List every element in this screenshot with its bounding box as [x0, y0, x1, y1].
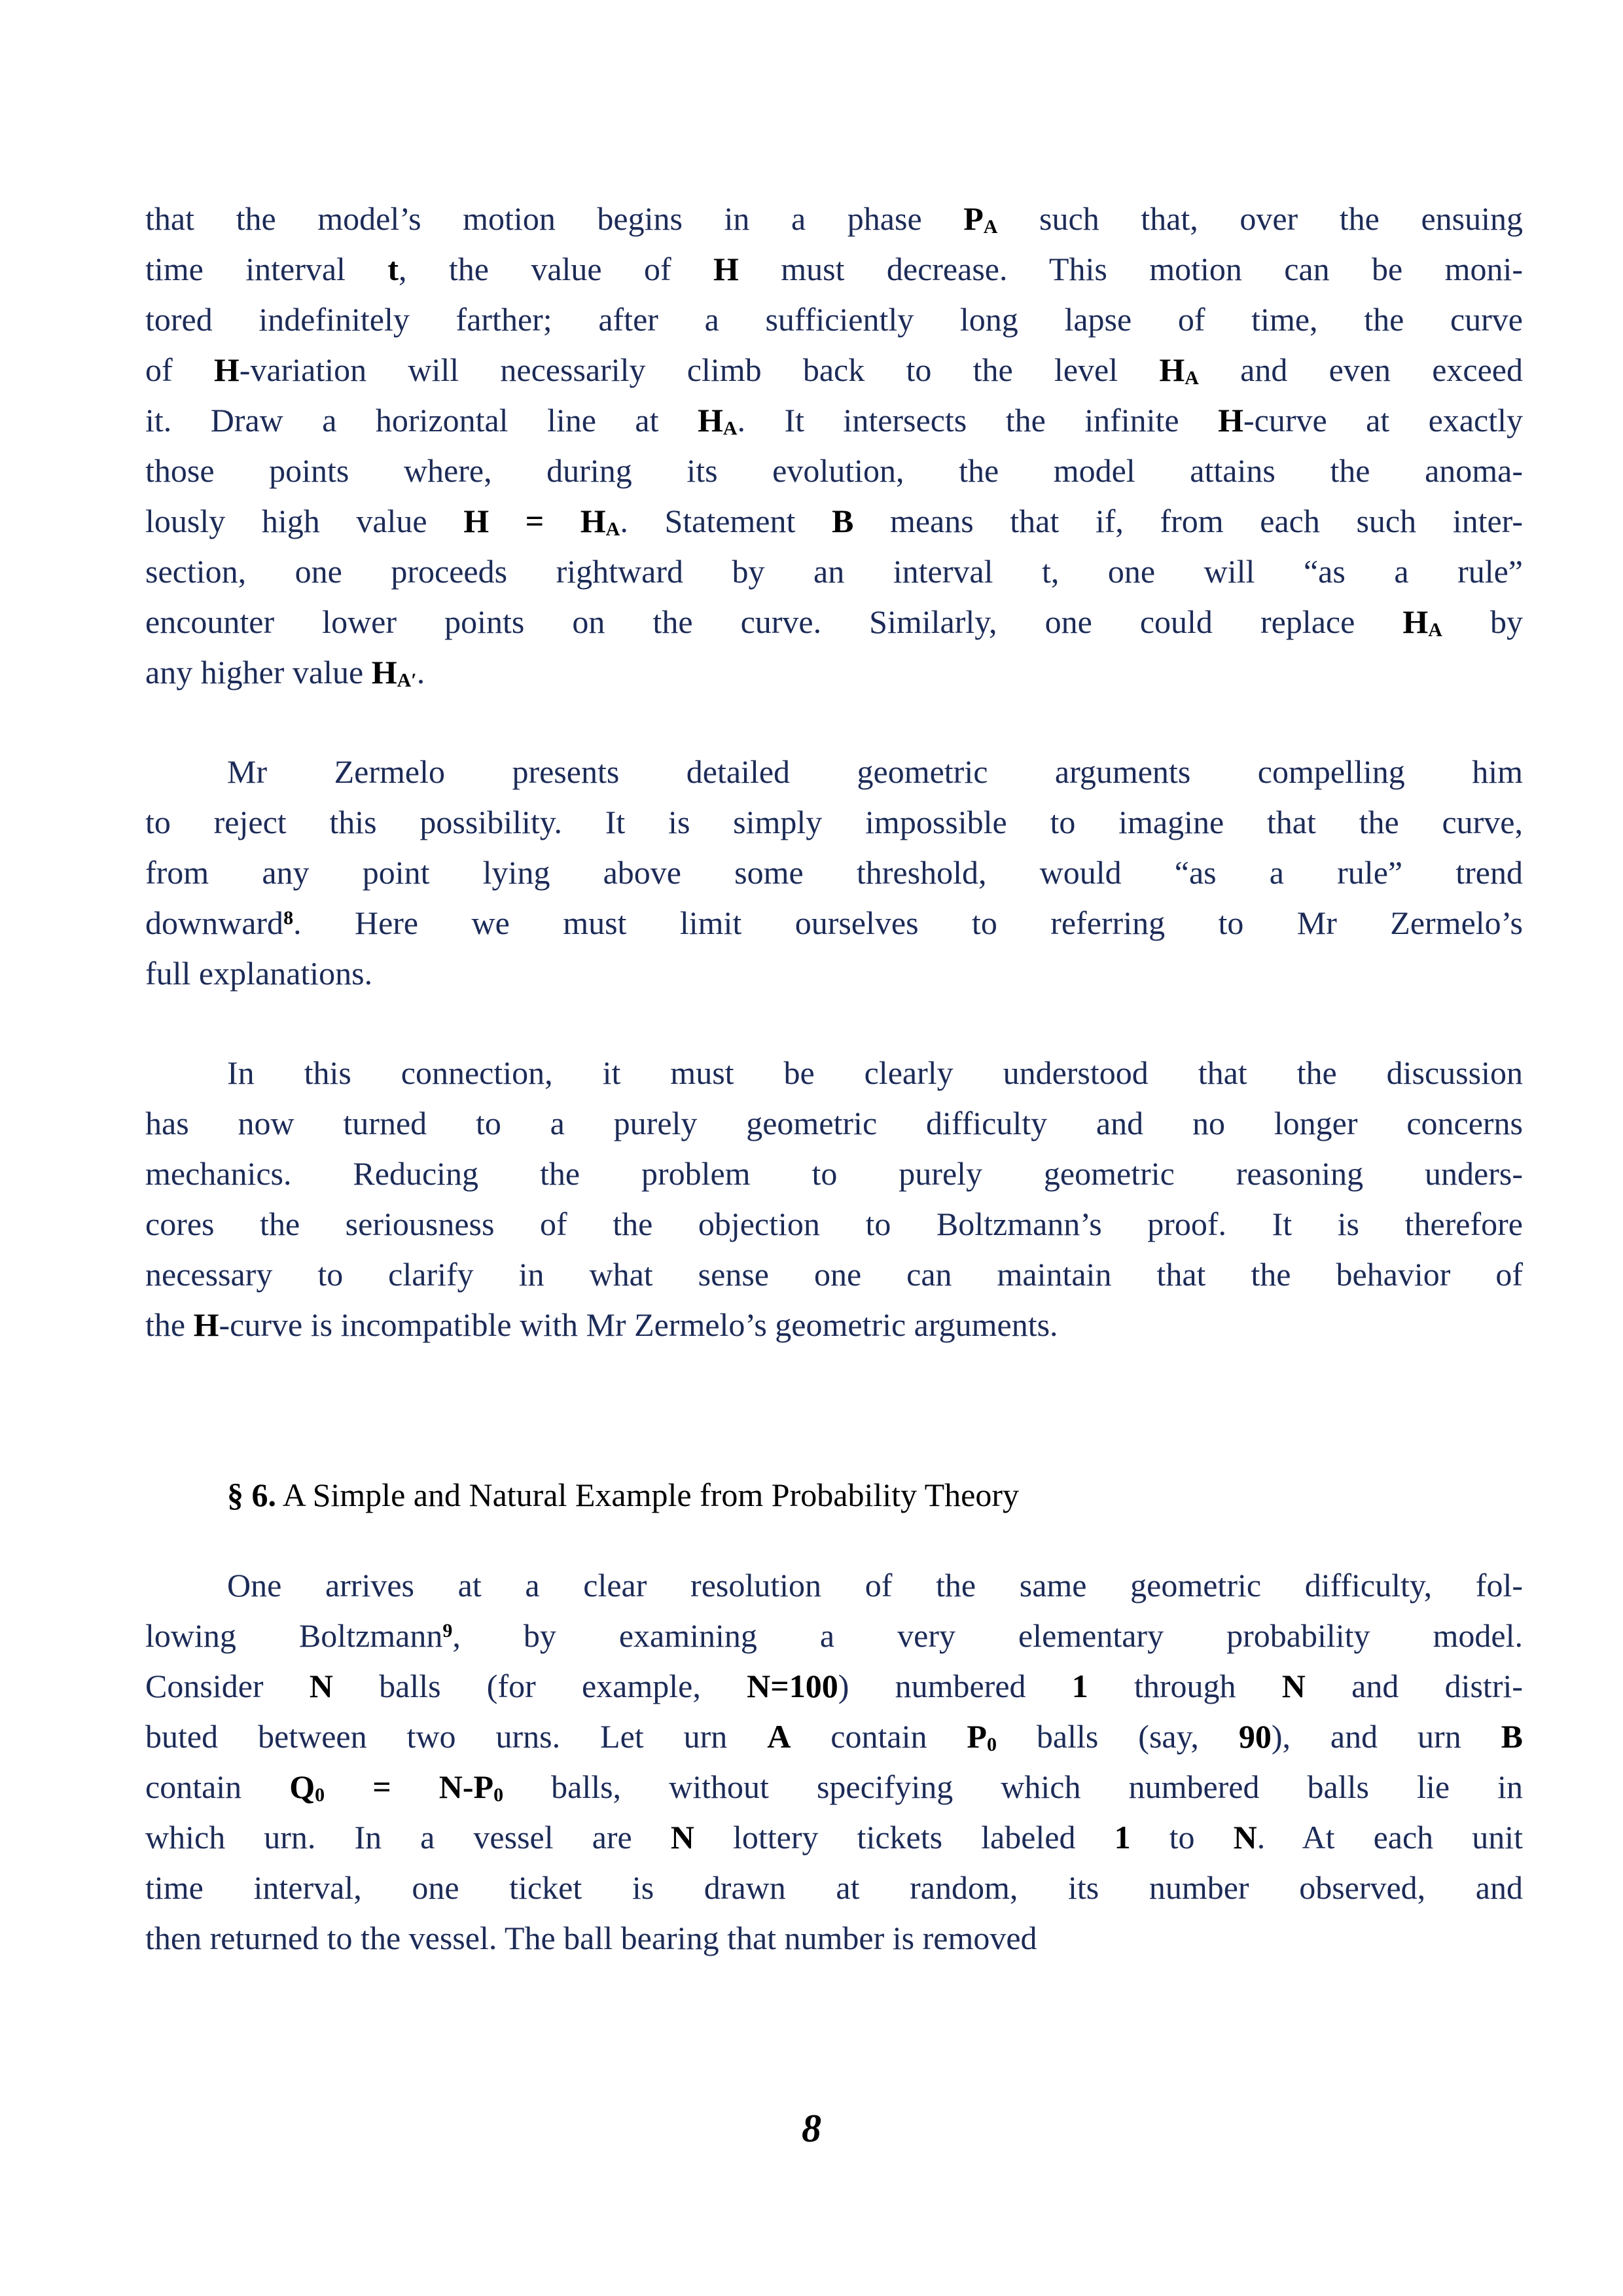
- text-line: § 6. A Simple and Natural Example from Probability Theory: [227, 1477, 1019, 1513]
- text-line: tored indefinitely farther; after a sufficiently long lapse of time, the curve: [145, 301, 1523, 338]
- paragraph-4: [145, 1560, 1523, 1964]
- text-line: Consider N balls (for example, N=100) numbered 1 through N and distri-: [145, 1668, 1524, 1704]
- text-line: contain $Q_0 = N-P_0$ balls, without specifying which numbered balls lie in: [145, 1768, 1523, 1806]
- text-line: necessary to clarify in what sense one can maintain that the behavior of: [145, 1256, 1523, 1293]
- section-heading: [145, 1470, 1523, 1520]
- text-line: Mr Zermelo presents detailed geometric arguments compelling him: [227, 753, 1523, 790]
- text-line: that the model’s motion begins in a phase $P_A$ such that, over the ensuing: [145, 200, 1523, 238]
- text-line: lowing Boltzmann$^9$, by examining a very elementary probability model.: [145, 1617, 1523, 1654]
- text-line: has now turned to a purely geometric difficulty and no longer concerns: [145, 1105, 1523, 1141]
- text-line: In this connection, it must be clearly understood that the discussion: [227, 1054, 1523, 1091]
- paragraph-1: [145, 194, 1523, 698]
- text-line: time interval, one ticket is drawn at random, its number observed, and: [145, 1869, 1523, 1906]
- text-line: full explanations.: [145, 955, 373, 992]
- text-line: downward$^8$. Here we must limit ourselves to referring to Mr Zermelo’s: [145, 905, 1523, 941]
- paragraph-3: [145, 1048, 1523, 1350]
- text-line: buted between two urns. Let urn A contain $P_0$ balls (say, 90), and urn B: [145, 1718, 1524, 1756]
- text-line: encounter lower points on the curve. Similarly, one could replace $H_A$ by: [145, 603, 1523, 641]
- text-line: of H-variation will necessarily climb back to the level $H_A$ and even exceed: [145, 351, 1523, 389]
- text-line: time interval t, the value of H must decrease. This motion can be moni-: [145, 251, 1523, 287]
- text-line: cores the seriousness of the objection to Boltzmann’s proof. It is therefore: [145, 1206, 1523, 1242]
- text-line: from any point lying above some threshold, would “as a rule” trend: [145, 854, 1523, 891]
- text-line: to reject this possibility. It is simply impossible to imagine that the curve,: [145, 804, 1523, 840]
- text-line: One arrives at a clear resolution of the same geometric difficulty, fol-: [227, 1567, 1523, 1604]
- text-line: it. Draw a horizontal line at $H_A$. It intersects the infinite H-curve at exactly: [145, 402, 1523, 440]
- page-body: [145, 194, 1523, 1964]
- text-line: lously high value $H = H_A$. Statement B means that if, from each such inter-: [145, 503, 1523, 541]
- text-line: which urn. In a vessel are N lottery tickets labeled 1 to N. At each unit: [145, 1819, 1523, 1856]
- paragraph-2: [145, 747, 1523, 999]
- text-line: then returned to the vessel. The ball bearing that number is removed: [145, 1920, 1037, 1956]
- text-line: the H-curve is incompatible with Mr Zermelo’s geometric arguments.: [145, 1306, 1058, 1343]
- text-line: mechanics. Reducing the problem to purely geometric reasoning unders-: [145, 1155, 1523, 1192]
- page-number: 8: [802, 2107, 821, 2150]
- text-line: those points where, during its evolution, the model attains the anoma-: [145, 452, 1523, 489]
- text-line: any higher value $H_{A'}$.: [145, 654, 425, 692]
- text-line: section, one proceeds rightward by an interval t, one will “as a rule”: [145, 553, 1523, 590]
